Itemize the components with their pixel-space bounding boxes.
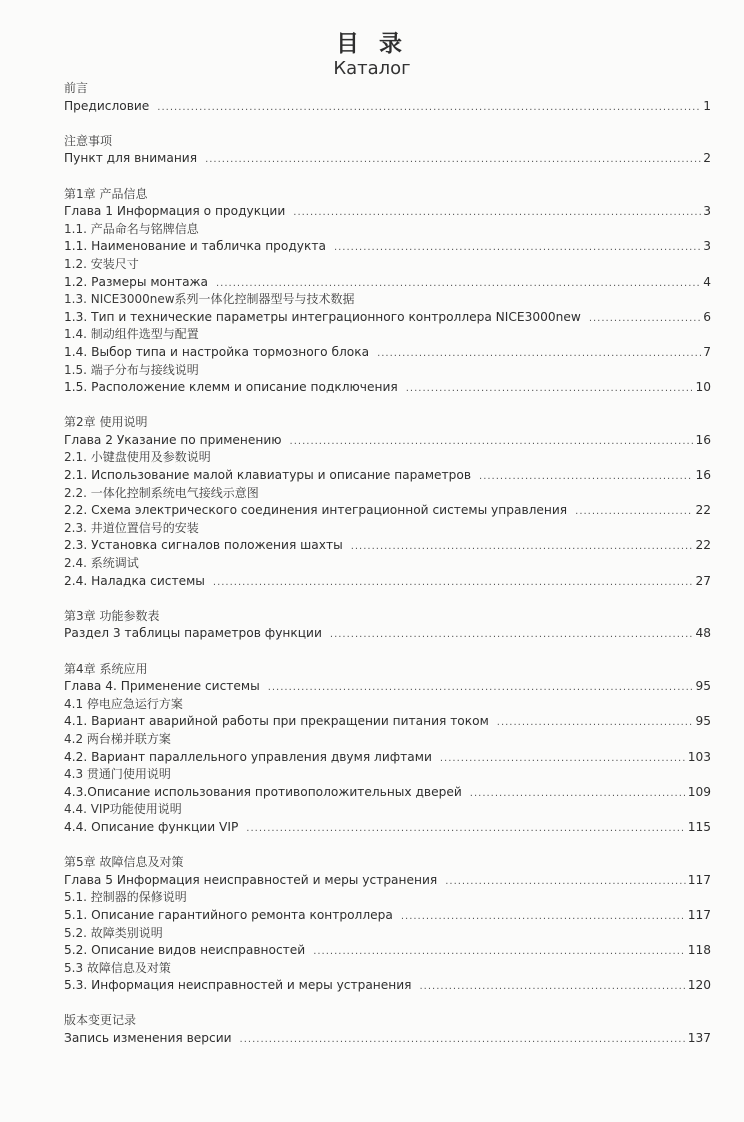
toc-entry-label: 5.3. Информация неисправностей и меры устранения (64, 978, 412, 993)
dot-leader (401, 908, 686, 926)
toc-page-number: 109 (687, 784, 711, 799)
toc-entry-label: 版本变更记录 (64, 1013, 137, 1028)
toc-page-number: 10 (695, 380, 711, 395)
toc-entry-heading (64, 326, 711, 344)
toc-page-number: 6 (703, 309, 711, 324)
dot-leader (575, 503, 693, 521)
toc-page-number: 115 (687, 819, 711, 834)
toc-section (64, 80, 711, 115)
toc-section (64, 854, 711, 995)
toc-entry-label: 第2章 使用说明 (64, 415, 148, 430)
toc-entry-label: 5.2. 故障类别说明 (64, 925, 163, 940)
toc-entry-label: Глава 2 Указание по применению (64, 432, 282, 447)
toc-page-number: 7 (703, 344, 711, 359)
toc-entry[interactable] (64, 432, 711, 450)
toc-entry[interactable] (64, 203, 711, 221)
dot-leader (377, 345, 701, 363)
dot-leader (334, 239, 701, 257)
toc-entry-label: 4.1 停电应急运行方案 (64, 696, 183, 711)
toc-entry-heading (64, 362, 711, 380)
toc-section (64, 608, 711, 643)
toc-entry-heading (64, 854, 711, 872)
toc-page-number: 4 (703, 274, 711, 289)
toc-section (64, 414, 711, 590)
toc-entry[interactable] (64, 98, 711, 116)
toc-page-number: 27 (695, 573, 711, 588)
toc-entry-heading (64, 731, 711, 749)
toc-entry[interactable] (64, 502, 711, 520)
toc-entry-label: 1.4. Выбор типа и настройка тормозного блока (64, 344, 370, 359)
toc-entry[interactable] (64, 467, 711, 485)
dot-leader (216, 275, 701, 293)
toc-page-number: 22 (695, 538, 711, 553)
toc-entry[interactable] (64, 537, 711, 555)
dot-leader (157, 99, 701, 117)
toc-entry[interactable] (64, 713, 711, 731)
toc-entry-label: 1.3. Тип и технические параметры интеграционного контроллера NICE3000new (64, 309, 581, 324)
dot-leader (470, 785, 686, 803)
toc-entry-label: 4.3 贯通门使用说明 (64, 767, 171, 782)
toc-entry-label: 1.2. Размеры монтажа (64, 274, 208, 289)
dot-leader (290, 433, 694, 451)
toc-entry-label: 第1章 产品信息 (64, 186, 148, 201)
toc-entry[interactable] (64, 749, 711, 767)
toc-entry-heading (64, 608, 711, 626)
toc-entry-label: 1.4. 制动组件选型与配置 (64, 327, 199, 342)
dot-leader (293, 204, 701, 222)
toc-entry-label: 2.2. 一体化控制系统电气接线示意图 (64, 485, 259, 500)
toc-entry-label: Предисловие (64, 98, 150, 113)
toc-entry[interactable] (64, 907, 711, 925)
toc-page-number: 1 (703, 98, 711, 113)
toc-entry-heading (64, 766, 711, 784)
toc-entry-label: 4.2 两台梯并联方案 (64, 731, 171, 746)
page-title: 目 录 (335, 31, 408, 57)
toc-page-number: 120 (687, 978, 711, 993)
toc-entry-label: 1.2. 安装尺寸 (64, 256, 139, 271)
toc-entry-heading (64, 80, 711, 98)
toc-page-number: 95 (695, 714, 711, 729)
toc-page-number: 16 (695, 468, 711, 483)
toc-entry-heading (64, 960, 711, 978)
toc-entry-label: 1.3. NICE3000new系列一体化控制器型号与技术数据 (64, 292, 355, 307)
toc-entry-label: 第3章 功能参数表 (64, 608, 160, 623)
toc-page-number: 117 (687, 907, 711, 922)
toc-entry-label: 第4章 系统应用 (64, 661, 148, 676)
toc-entry-label: 2.3. 井道位置信号的安装 (64, 520, 199, 535)
toc-entry-label: 第5章 故障信息及对策 (64, 855, 184, 870)
toc-entry-label: 4.1. Вариант аварийной работы при прекращении питания током (64, 714, 489, 729)
toc-entry-label: 1.5. 端子分布与接线说明 (64, 362, 199, 377)
toc-entry[interactable] (64, 1030, 711, 1048)
toc-entry[interactable] (64, 274, 711, 292)
dot-leader (445, 873, 686, 891)
toc-entry-label: 4.4. Описание функции VIP (64, 819, 239, 834)
dot-leader (440, 750, 686, 768)
dot-leader (213, 574, 694, 592)
toc-entry-label: 5.3 故障信息及对策 (64, 960, 171, 975)
toc-entry-label: Раздел 3 таблицы параметров функции (64, 626, 322, 641)
dot-leader (479, 468, 693, 486)
toc-entry-label: Глава 5 Информация неисправностей и меры устранения (64, 872, 438, 887)
dot-leader (351, 538, 694, 556)
toc-entry-label: Пункт для внимания (64, 151, 198, 166)
toc-entry-label: 2.2. Схема электрического соединения интеграционной системы управления (64, 503, 568, 518)
toc-entry-label: 前言 (64, 81, 89, 95)
toc-entry[interactable] (64, 150, 711, 168)
toc-section (64, 1012, 711, 1047)
toc-entry-heading (64, 801, 711, 819)
toc-entry-heading (64, 485, 711, 503)
toc-entry-label: 4.2. Вариант параллельного управления двумя лифтами (64, 749, 432, 764)
toc-entry[interactable] (64, 344, 711, 362)
toc-entry-label: 1.1. Наименование и табличка продукта (64, 239, 326, 254)
toc-entry[interactable] (64, 942, 711, 960)
dot-leader (246, 820, 685, 838)
toc-section (64, 661, 711, 837)
toc-entry-heading (64, 661, 711, 679)
toc-section (64, 133, 711, 168)
toc-entry[interactable] (64, 625, 711, 643)
toc-entry-heading (64, 133, 711, 151)
toc-entry-heading (64, 520, 711, 538)
toc-entry-label: 4.4. VIP功能使用说明 (64, 802, 182, 817)
toc-entry-label: 2.4. Наладка системы (64, 573, 205, 588)
toc-entry[interactable] (64, 784, 711, 802)
toc-entry-label: 5.1. Описание гарантийного ремонта контроллера (64, 907, 393, 922)
toc-entry-heading (64, 221, 711, 239)
toc-entry-heading (64, 256, 711, 274)
toc-entry-heading (64, 1012, 711, 1030)
toc-page-number: 118 (687, 943, 711, 958)
dot-leader (240, 1031, 686, 1049)
toc-entry-label: Запись изменения версии (64, 1031, 232, 1046)
table-of-contents (64, 80, 711, 1065)
dot-leader (205, 151, 701, 169)
toc-entry-label: 1.1. 产品命名与铭牌信息 (64, 221, 199, 236)
toc-page-number: 16 (695, 432, 711, 447)
toc-entry[interactable] (64, 977, 711, 995)
dot-leader (268, 679, 694, 697)
toc-entry-label: 2.1. Использование малой клавиатуры и описание параметров (64, 468, 472, 483)
toc-entry-label: 2.4. 系统调试 (64, 556, 139, 571)
toc-entry[interactable] (64, 678, 711, 696)
toc-entry-heading (64, 925, 711, 943)
toc-entry-label: 4.3.Описание использования противоположительных дверей (64, 784, 462, 799)
toc-page-number: 103 (687, 749, 711, 764)
dot-leader (497, 714, 694, 732)
toc-entry-heading (64, 291, 711, 309)
toc-entry[interactable] (64, 573, 711, 591)
toc-page-number: 2 (703, 151, 711, 166)
dot-leader (589, 310, 701, 328)
toc-page-number: 3 (703, 239, 711, 254)
toc-page-number: 117 (687, 872, 711, 887)
dot-leader (406, 380, 694, 398)
dot-leader (330, 626, 694, 644)
toc-entry-label: Глава 4. Применение системы (64, 679, 260, 694)
dot-leader (313, 943, 686, 961)
dot-leader (420, 978, 686, 996)
toc-entry-label: Глава 1 Информация о продукции (64, 204, 286, 219)
toc-entry[interactable] (64, 872, 711, 890)
page-subtitle: Каталог (333, 58, 411, 79)
toc-entry-label: 注意事项 (64, 133, 113, 148)
toc-entry-heading (64, 696, 711, 714)
toc-entry[interactable] (64, 309, 711, 327)
toc-page-number: 48 (695, 626, 711, 641)
toc-entry-label: 2.3. Установка сигналов положения шахты (64, 538, 343, 553)
toc-entry-label: 5.1. 控制器的保修说明 (64, 890, 187, 905)
toc-entry-heading (64, 449, 711, 467)
toc-page-number: 95 (695, 679, 711, 694)
toc-entry-heading (64, 186, 711, 204)
toc-entry-label: 5.2. Описание видов неисправностей (64, 943, 306, 958)
toc-entry-label: 2.1. 小键盘使用及参数说明 (64, 450, 211, 465)
toc-entry[interactable] (64, 819, 711, 837)
toc-entry-heading (64, 414, 711, 432)
toc-section (64, 186, 711, 397)
toc-entry[interactable] (64, 238, 711, 256)
toc-page-number: 22 (695, 503, 711, 518)
toc-page-number: 137 (687, 1031, 711, 1046)
toc-entry-heading (64, 889, 711, 907)
toc-page-number: 3 (703, 204, 711, 219)
toc-entry-heading (64, 555, 711, 573)
toc-entry[interactable] (64, 379, 711, 397)
toc-entry-label: 1.5. Расположение клемм и описание подключения (64, 380, 398, 395)
